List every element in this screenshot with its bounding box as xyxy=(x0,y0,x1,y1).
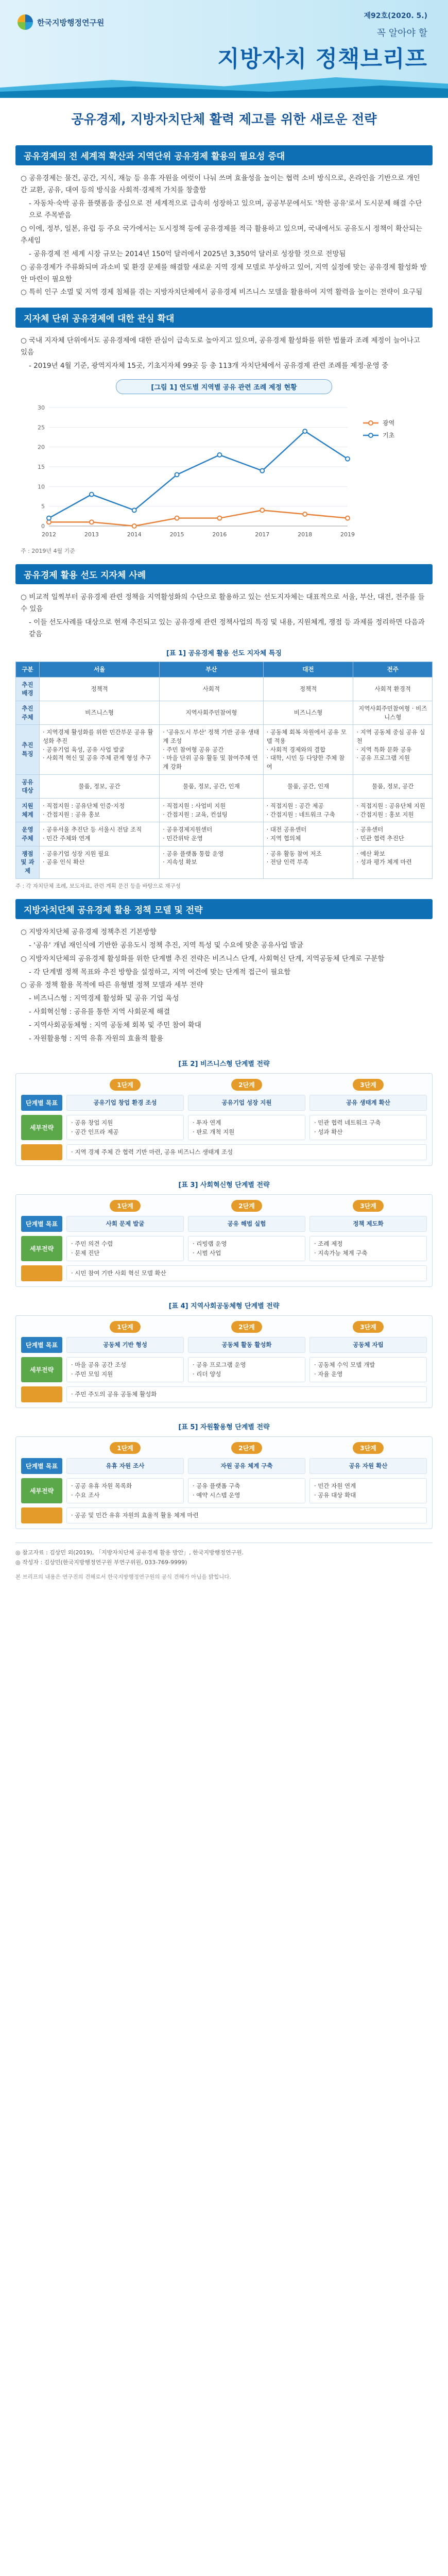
sources xyxy=(15,1543,433,1567)
stage-cell: 공동체 자립 xyxy=(309,1337,427,1353)
stage-phase-cell xyxy=(188,1079,305,1091)
stage-row-label: 세부전략 xyxy=(21,1236,62,1261)
org-name: 한국지방행정연구원 xyxy=(37,18,105,27)
table-cell: 물품, 정보, 공간 xyxy=(353,774,433,798)
data-point xyxy=(132,524,136,528)
paragraph: - 사회혁신형 : 공유를 통한 지역 사회문제 해결 xyxy=(29,1008,170,1016)
table-cell: · 공유서울 추진단 등 서울시 전담 조직 · 민간 주체와 연계 xyxy=(40,822,160,846)
table-caption: [표 1] 공유경제 활용 선도 지자체 특징 xyxy=(166,649,282,657)
paragraph: - 지역사회공동체형 : 지역 공동체 회복 및 주민 참여 확대 xyxy=(29,1021,201,1030)
table-cell: 물품, 공간, 인재 xyxy=(263,774,353,798)
stage-footnote: · 시민 참여 기반 사회 혁신 모델 확산 xyxy=(66,1265,427,1281)
phase-pill: 1단계 xyxy=(110,1321,141,1333)
paragraph: ○ 국내 지자체 단위에서도 공유경제에 대한 관심이 급속도로 높아지고 있으며, 공유경제 활성화를 위한 법률과 조례 제정이 늘어나고 있음 xyxy=(21,336,420,357)
stage-foot-row xyxy=(21,1144,427,1160)
stage-row xyxy=(21,1115,427,1140)
stage-cells xyxy=(66,1095,427,1111)
stage-phase-cell xyxy=(66,1442,184,1454)
stage-phase-row xyxy=(66,1442,427,1454)
table-row-label: 추진 배경 xyxy=(16,677,40,701)
x-tick-label: 2014 xyxy=(127,531,142,538)
table-cell: · 공유경제지원센터 · 민간위탁 운영 xyxy=(160,822,264,846)
stage-cells xyxy=(66,1236,427,1261)
table-row xyxy=(16,725,433,774)
stage-cell: 공유기업 창업 환경 조성 xyxy=(66,1095,184,1111)
phase-pill: 3단계 xyxy=(353,1079,384,1091)
stage-cells xyxy=(66,1115,427,1140)
table-cell: · 직접지원 : 공간 제공 · 간접지원 : 네트워크 구축 xyxy=(263,799,353,822)
paragraph: ○ 공유 정책 활용 목적에 따른 유형별 정책 모델과 세부 전략 xyxy=(21,981,203,990)
table-note: 주 : 각 자치단체 조례, 보도자료, 관련 계획 문건 등을 바탕으로 재구성 xyxy=(15,883,181,889)
table-header-row xyxy=(16,662,433,677)
stage-cell: · 민관 협력 네트워크 구축 · 성과 확산 xyxy=(309,1115,427,1140)
stage-row xyxy=(21,1216,427,1232)
series-line xyxy=(49,431,348,518)
stage-foot-row xyxy=(21,1386,427,1402)
data-point xyxy=(303,512,307,516)
data-point xyxy=(132,509,136,513)
y-tick-label: 0 xyxy=(41,523,45,530)
stage-phase-cell xyxy=(66,1079,184,1091)
paragraph: - 각 단계별 정책 목표와 추진 방향을 설정하고, 지역 여건에 맞는 단계적 접근이 필요함 xyxy=(29,968,291,976)
stage-phase-cell xyxy=(188,1200,305,1212)
paragraph: - '공유' 개념 재인식에 기반한 공유도시 정책 추진, 지역 특성 및 수요에 맞춘 공유사업 발굴 xyxy=(29,941,304,950)
stage-caption: [표 5] 자원활용형 단계별 전략 xyxy=(178,1423,270,1432)
stage-phase-cell xyxy=(309,1442,427,1454)
phase-pill: 2단계 xyxy=(231,1321,262,1333)
section-3-title: 공유경제 활용 선도 지자체 사례 xyxy=(15,564,433,584)
stage-row xyxy=(21,1337,427,1353)
section-4-body xyxy=(21,926,427,1045)
phase-pill: 3단계 xyxy=(353,1321,384,1333)
stage-cells xyxy=(66,1357,427,1382)
table-cell: · 직접지원 : 공유단체 지원 · 간접지원 : 홍보 지원 xyxy=(353,799,433,822)
stage-phase-cell xyxy=(188,1442,305,1454)
stage-cell: 공유 생태계 확산 xyxy=(309,1095,427,1111)
phase-pill: 1단계 xyxy=(110,1442,141,1454)
x-tick-label: 2016 xyxy=(212,531,227,538)
ordinance-chart xyxy=(13,397,435,547)
logo-mark-icon xyxy=(18,14,33,30)
stage-cell: · 민간 자원 연계 · 공유 대상 확대 xyxy=(309,1478,427,1503)
table-cell: · 공유 활동 참여 저조 · 전담 인력 부족 xyxy=(263,846,353,878)
table-cell: 지역사회주민참여형 xyxy=(160,701,264,724)
table-row xyxy=(16,799,433,822)
table-header: 전주 xyxy=(353,662,433,677)
stage-cell: 공유기업 성장 지원 xyxy=(188,1095,305,1111)
y-tick-label: 5 xyxy=(41,503,45,510)
table-cell: 사회적 환경적 xyxy=(353,677,433,701)
paragraph: ○ 지방자치단체 공유경제 정책추진 기본방향 xyxy=(21,927,157,936)
data-point xyxy=(260,469,264,473)
table-row-label: 공유 대상 xyxy=(16,774,40,798)
stage-foot-label xyxy=(21,1265,62,1281)
legend-label: 기초 xyxy=(383,432,395,439)
stage-row-label: 세부전략 xyxy=(21,1115,62,1140)
stage-row xyxy=(21,1236,427,1261)
section-1-body xyxy=(21,173,427,298)
stage-cell: 사회 문제 발굴 xyxy=(66,1216,184,1232)
headline: 공유경제, 지방자치단체 활력 제고를 위한 새로운 전략 xyxy=(71,112,377,127)
table-cell: 물품, 정보, 공간, 인재 xyxy=(160,774,264,798)
paragraph: - 자동차·숙박 공유 플랫폼을 중심으로 전 세계적으로 급속히 성장하고 있으며, 공공부문에서도 '착한 공유'로서 도시문제 해결 수단으로 주목받음 xyxy=(29,199,422,219)
comparison-table xyxy=(15,662,433,879)
legend-marker xyxy=(369,421,373,425)
y-tick-label: 15 xyxy=(38,464,45,471)
phase-pill: 2단계 xyxy=(231,1442,262,1454)
paragraph: ○ 공유경제가 주류화되며 과소비 및 환경 문제를 해결할 새로운 지역 경제 모델로 부상하고 있어, 지역 실정에 맞는 공유경제 활성화 방안 마련이 필요함 xyxy=(21,263,427,283)
table-header: 대전 xyxy=(263,662,353,677)
issue-number: 제92호(2020. 5.) xyxy=(364,12,427,20)
stage-cell: · 조례 제정 · 지속가능 체계 구축 xyxy=(309,1236,427,1261)
data-point xyxy=(260,509,264,513)
section-2-title: 지자체 단위 공유경제에 대한 관심 확대 xyxy=(15,308,433,328)
stage-row xyxy=(21,1478,427,1503)
phase-pill: 2단계 xyxy=(231,1079,262,1091)
phase-pill: 1단계 xyxy=(110,1200,141,1212)
stage-cell: 공동체 활동 활성화 xyxy=(188,1337,305,1353)
table-cell: 물품, 정보, 공간 xyxy=(40,774,160,798)
table-row-label: 추진 주체 xyxy=(16,701,40,724)
stage-foot-label xyxy=(21,1507,62,1523)
table-cell: 비즈니스형 xyxy=(40,701,160,724)
table-row-label: 운영 주체 xyxy=(16,822,40,846)
stage-row xyxy=(21,1458,427,1474)
table-cell: · '공유도시 부산' 정책 기반 공유 생태계 조성 · 주민 참여형 공유 공간 · 마을 단위 공유 활동 및 참여주체 연계 강화 xyxy=(160,725,264,774)
paragraph: - 자원활용형 : 지역 유휴 자원의 효율적 활용 xyxy=(29,1035,164,1043)
table-cell: · 대전 공유센터 · 지역 협의체 xyxy=(263,822,353,846)
phase-pill: 3단계 xyxy=(353,1442,384,1454)
org-logo xyxy=(18,14,104,30)
table-row-label: 지원 체계 xyxy=(16,799,40,822)
legend-marker xyxy=(369,433,373,437)
data-point xyxy=(175,473,179,477)
stage-cell: · 공유 프로그램 운영 · 리더 양성 xyxy=(188,1357,305,1382)
stage-cells xyxy=(66,1478,427,1503)
phase-pill: 2단계 xyxy=(231,1200,262,1212)
section-4-title: 지방자치단체 공유경제 활용 정책 모델 및 전략 xyxy=(15,899,433,919)
stage-cells xyxy=(66,1458,427,1474)
stage-table xyxy=(15,1073,433,1166)
y-tick-label: 20 xyxy=(38,444,45,451)
stage-cell: · 공유 플랫폼 구축 · 예약 시스템 운영 xyxy=(188,1478,305,1503)
stage-phase-cell xyxy=(66,1321,184,1333)
stage-cell: · 투자 연계 · 판로 개척 지원 xyxy=(188,1115,305,1140)
chart-svg xyxy=(13,397,435,547)
stage-row xyxy=(21,1357,427,1382)
table-cell: · 공유센터 · 민관 협력 추진단 xyxy=(353,822,433,846)
table-cell: · 직접지원 : 공유단체 인증·지정 · 간접지원 : 공유 홍보 xyxy=(40,799,160,822)
data-point xyxy=(303,429,307,433)
paragraph: ○ 이에, 정부, 일본, 유럽 등 주요 국가에서는 도시정책 등에 공유경제를 적극 활용하고 있으며, 국내에서도 공유도시 정책이 확산되는 추세임 xyxy=(21,224,423,245)
x-tick-label: 2015 xyxy=(169,531,184,538)
stage-cell: 공동체 기반 형성 xyxy=(66,1337,184,1353)
table-cell: 비즈니스형 xyxy=(263,701,353,724)
stage-phase-cell xyxy=(309,1321,427,1333)
stage-row-label: 단계별 목표 xyxy=(21,1095,62,1111)
paragraph: - 공유경제 전 세계 시장 규모는 2014년 150억 달러에서 2025년 3,350억 달러로 성장할 것으로 전망됨 xyxy=(29,249,346,258)
table-row xyxy=(16,846,433,878)
paragraph: ○ 공유경제는 물건, 공간, 지식, 재능 등 유휴 자원을 여럿이 나눠 쓰며 효율성을 높이는 협력 소비 방식으로, 온라인을 기반으로 개인 간 교환, 공유, 대여 등의 방식을 사회적·경제적 가치를 창출함 xyxy=(21,174,420,194)
table-cell: · 공유기업 성장 지원 필요 · 공유 인식 확산 xyxy=(40,846,160,878)
stage-cell: · 주민 의견 수렴 · 문제 진단 xyxy=(66,1236,184,1261)
stage-footnote: · 공공 및 민간 유휴 자원의 효율적 활용 체계 마련 xyxy=(66,1507,427,1523)
stage-row xyxy=(21,1095,427,1111)
legend-label: 광역 xyxy=(383,419,395,427)
paragraph: ○ 특히 인구 소멸 및 지역 경제 침체를 겪는 지방자치단체에서 공유경제 비즈니스 모델을 활용하여 지역 활력을 높이는 전략이 요구됨 xyxy=(21,288,423,297)
stage-phase-row xyxy=(66,1200,427,1212)
y-tick-label: 10 xyxy=(38,483,45,490)
stage-cell: · 공동체 수익 모델 개발 · 자율 운영 xyxy=(309,1357,427,1382)
stage-cell: 유휴 자원 조사 xyxy=(66,1458,184,1474)
stage-footnote: · 지역 경제 주체 간 협력 기반 마련, 공유 비즈니스 생태계 조성 xyxy=(66,1144,427,1160)
stage-phase-cell xyxy=(309,1200,427,1212)
stage-cell: 자원 공유 체계 구축 xyxy=(188,1458,305,1474)
stage-row-label: 세부전략 xyxy=(21,1478,62,1503)
table-header: 구분 xyxy=(16,662,40,677)
disclaimer: 본 브리프의 내용은 연구진의 견해로서 한국지방행정연구원의 공식 견해가 아님을 밝힙니다. xyxy=(15,1573,231,1580)
phase-pill: 3단계 xyxy=(353,1200,384,1212)
stage-footnote: · 주민 주도의 공유 공동체 활성화 xyxy=(66,1386,427,1402)
stage-cells xyxy=(66,1216,427,1232)
x-tick-label: 2013 xyxy=(84,531,99,538)
x-tick-label: 2017 xyxy=(255,531,270,538)
header xyxy=(0,0,448,98)
section-1-title: 공유경제의 전 세계적 확산과 지역단위 공유경제 활용의 필요성 증대 xyxy=(15,145,433,165)
stage-table xyxy=(15,1315,433,1408)
stage-cell: 공유 자원 확산 xyxy=(309,1458,427,1474)
stage-cell: 정책 제도화 xyxy=(309,1216,427,1232)
paragraph: - 2019년 4월 기준, 광역지자체 15곳, 기초지자체 99곳 등 총 113개 자치단체에서 공유경제 관련 조례를 제정·운영 중 xyxy=(29,362,389,370)
stage-phase-row xyxy=(66,1079,427,1091)
paragraph: ○ 지방자치단체의 공유경제 활성화를 위한 단계별 추진 전략은 비즈니스 단계, 사회혁신 단계, 지역공동체 단계로 구분함 xyxy=(21,954,385,963)
source-line: ◎ 참고자료 : 김상민 외(2019), 「지방자치단체 공유경제 활용 방안」, 한국지방행정연구원. xyxy=(15,1549,244,1556)
table-row-label: 추진 특징 xyxy=(16,725,40,774)
stage-caption: [표 2] 비즈니스형 단계별 전략 xyxy=(178,1060,270,1069)
stage-table xyxy=(15,1194,433,1287)
stage-row-label: 세부전략 xyxy=(21,1357,62,1382)
paragraph: ○ 비교적 일찍부터 공유경제 관련 정책을 지역활성화의 수단으로 활용하고 있는 선도지자체는 대표적으로 서울, 부산, 대전, 전주를 들 수 있음 xyxy=(21,593,425,614)
data-point xyxy=(90,520,94,524)
data-point xyxy=(175,516,179,520)
stage-cell: · 공공 유휴 자원 목록화 · 수요 조사 xyxy=(66,1478,184,1503)
stage-foot-row xyxy=(21,1507,427,1523)
table-row xyxy=(16,701,433,724)
stage-phase-cell xyxy=(309,1079,427,1091)
section-2-body xyxy=(21,335,427,372)
stage-phase-row xyxy=(66,1321,427,1333)
table-cell: · 공유 플랫폼 통합 운영 · 지속성 확보 xyxy=(160,846,264,878)
brief-subtitle: 꼭 알아야 할 xyxy=(376,28,427,39)
figure-note: 주 : 2019년 4월 기준 xyxy=(21,548,75,555)
y-tick-label: 25 xyxy=(38,424,45,431)
data-point xyxy=(47,516,51,520)
table-cell: · 공동체 회복 차원에서 공유 모델 적용 · 사회적 경제와의 결합 · 대학, 시민 등 다양한 주체 참여 xyxy=(263,725,353,774)
stage-foot-row xyxy=(21,1265,427,1281)
paragraph: - 이들 선도사례를 대상으로 현재 추진되고 있는 공유경제 관련 정책사업의 특징 및 내용, 지원체계, 쟁점 등 과제를 정리하면 다음과 같음 xyxy=(29,618,425,638)
stage-cell: · 공유 창업 지원 · 공간 인프라 제공 xyxy=(66,1115,184,1140)
table-cell: · 직접지원 : 사업비 지원 · 간접지원 : 교육, 컨설팅 xyxy=(160,799,264,822)
table-cell: 사회적 xyxy=(160,677,264,701)
table-header: 서울 xyxy=(40,662,160,677)
table-header: 부산 xyxy=(160,662,264,677)
stage-foot-label xyxy=(21,1144,62,1160)
table-cell: · 예산 확보 · 성과 평가 체계 마련 xyxy=(353,846,433,878)
data-point xyxy=(346,516,350,520)
x-tick-label: 2012 xyxy=(42,531,56,538)
stage-cell: · 리빙랩 운영 · 시범 사업 xyxy=(188,1236,305,1261)
stage-row-label: 단계별 목표 xyxy=(21,1216,62,1232)
table-row xyxy=(16,774,433,798)
stage-phase-cell xyxy=(188,1321,305,1333)
stage-caption: [표 3] 사회혁신형 단계별 전략 xyxy=(178,1181,270,1190)
data-point xyxy=(346,457,350,461)
stage-caption: [표 4] 지역사회공동체형 단계별 전략 xyxy=(168,1302,280,1311)
table-row-label: 쟁점 및 과제 xyxy=(16,846,40,878)
stage-phase-cell xyxy=(66,1200,184,1212)
x-tick-label: 2018 xyxy=(298,531,313,538)
table-cell: 정책적 xyxy=(263,677,353,701)
stage-cells xyxy=(66,1337,427,1353)
table-cell: 정책적 xyxy=(40,677,160,701)
stage-cell: · 마을 공유 공간 조성 · 주민 모임 지원 xyxy=(66,1357,184,1382)
figure-caption: [그림 1] 연도별 지역별 공유 관련 조례 제정 현황 xyxy=(116,379,332,394)
table-row xyxy=(16,822,433,846)
y-tick-label: 30 xyxy=(38,404,45,412)
brief-title: 지방자치 정책브리프 xyxy=(217,46,427,72)
table-cell: · 지역경제 활성화를 위한 민간부문 공유 활성화 추진 · 공유기업 육성, 공유 사업 발굴 · 사회적 혁신 및 공유 주체 관계 형성 추구 xyxy=(40,725,160,774)
stage-table xyxy=(15,1436,433,1529)
stage-tables xyxy=(0,1058,448,1529)
stage-cell: 공유 해법 실험 xyxy=(188,1216,305,1232)
phase-pill: 1단계 xyxy=(110,1079,141,1091)
stage-row-label: 단계별 목표 xyxy=(21,1458,62,1474)
table-cell: · 지역 공동체 중심 공유 실천 · 지역 특화 문화 공유 · 공유 프로그램 지원 xyxy=(353,725,433,774)
source-line: ◎ 작성자 : 김상민(한국지방행정연구원 부연구위원, 033-769-9999) xyxy=(15,1558,187,1566)
table-row xyxy=(16,677,433,701)
data-point xyxy=(90,493,94,497)
stage-foot-label xyxy=(21,1386,62,1402)
x-tick-label: 2019 xyxy=(340,531,355,538)
data-point xyxy=(217,516,221,520)
series-line xyxy=(49,511,348,527)
section-3-body xyxy=(21,591,427,640)
stage-row-label: 단계별 목표 xyxy=(21,1337,62,1353)
data-point xyxy=(217,453,221,457)
table-cell: 지역사회주민참여형 · 비즈니스형 xyxy=(353,701,433,724)
paragraph: - 비즈니스형 : 지역경제 활성화 및 공유 기업 육성 xyxy=(29,994,179,1003)
